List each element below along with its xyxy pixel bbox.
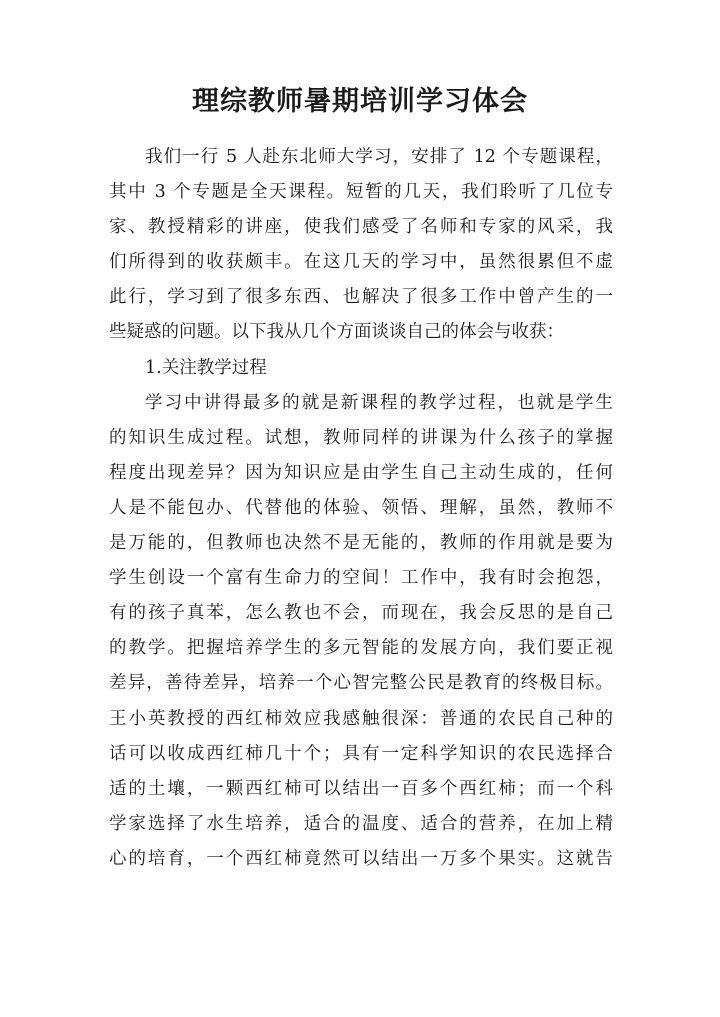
paragraph-2-line-6: 学生创设一个富有生命力的空间！工作中，我有时会抱怨， xyxy=(109,568,613,589)
paragraph-2-line-7: 有的孩子真苯，怎么教也不会，而现在，我会反思的是自己 xyxy=(109,603,613,624)
paragraph-1-line-5: 此行，学习到了很多东西、也解决了很多工作中曾产生的一 xyxy=(109,287,613,308)
paragraph-2-line-3: 程度出现差异？因为知识应是由学生自己主动生成的，任何 xyxy=(109,462,613,483)
paragraph-1-line-3: 家、教授精彩的讲座，使我们感受了名师和专家的风采，我 xyxy=(109,217,613,238)
paragraph-2-line-11: 话可以收成西红柿几十个；具有一定科学知识的农民选择合 xyxy=(109,743,613,764)
paragraph-1-line-1: 我们一行 5 人赴东北师大学习，安排了 12 个专题课程， xyxy=(145,147,613,167)
section-heading: 1.关注教学过程 xyxy=(145,357,267,378)
paragraph-2-line-13: 学家选择了水生培养，适合的温度、适合的营养，在加上精 xyxy=(109,813,613,834)
document-body xyxy=(109,140,613,877)
paragraph-2-line-2: 的知识生成过程。试想，教师同样的讲课为什么孩子的掌握 xyxy=(109,427,613,448)
paragraph-2-line-12: 适的土壤，一颗西红柿可以结出一百多个西红柿；而一个科 xyxy=(109,778,613,799)
paragraph-1-line-4: 们所得到的收获颇丰。在这几天的学习中，虽然很累但不虚 xyxy=(109,252,613,273)
paragraph-2-line-9: 差异，善待差异，培养一个心智完整公民是教育的终极目标。 xyxy=(109,673,613,694)
paragraph-2-line-1: 学习中讲得最多的就是新课程的教学过程，也就是学生 xyxy=(145,392,613,413)
paragraph-2-line-8: 的教学。把握培养学生的多元智能的发展方向，我们要正视 xyxy=(109,638,613,659)
paragraph-2-line-4: 人是不能包办、代替他的体验、领悟、理解，虽然，教师不 xyxy=(109,497,613,518)
paragraph-2-line-5: 是万能的，但教师也决然不是无能的，教师的作用就是要为 xyxy=(109,533,613,554)
document-title: 理综教师暑期培训学习体会 xyxy=(192,86,528,117)
paragraph-1-line-6: 些疑惑的问题。以下我从几个方面谈谈自己的体会与收获： xyxy=(109,322,564,343)
paragraph-2-line-14: 心的培育，一个西红柿竟然可以结出一万多个果实。这就告 xyxy=(109,848,613,869)
paragraph-1-line-2: 其中 3 个专题是全天课程。短暂的几天，我们聆听了几位专 xyxy=(109,182,613,203)
paragraph-2-line-10: 王小英教授的西红柿效应我感触很深：普通的农民自己种的 xyxy=(109,708,613,729)
